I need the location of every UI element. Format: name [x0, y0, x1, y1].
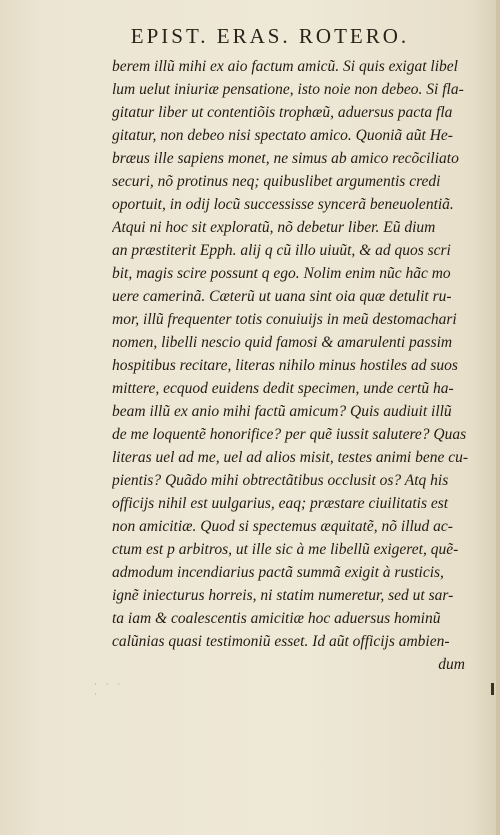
text-line: gitatur, non debeo nisi spectato amico. Quoniã aũt He-: [112, 127, 453, 144]
text-line: admodum incendiarius pactã summã exigit à rusticis,: [112, 564, 444, 581]
text-line: Atqui ni hoc sit exploratũ, nõ debetur liber. Eũ dium: [112, 219, 436, 236]
text-line: ta iam & coalescentis amicitiæ hoc aduersus hominũ: [112, 610, 441, 627]
text-line: literas uel ad me, uel ad alios misit, testes animi bene cu-: [112, 449, 469, 466]
text-line: de me loquentẽ honorifice? per quẽ iussit salutere? Quas: [112, 426, 467, 443]
text-line: bit, magis scire possunt q ego. Nolim enim nũc hãc mo: [112, 265, 451, 282]
text-line: mor, illũ frequenter totis conuiuijs in meũ destomachari: [112, 311, 457, 328]
text-block: [112, 55, 487, 715]
text-line: calũnias quasi testimoniũ esset. Id aũt officijs ambien-: [112, 633, 450, 650]
text-line: hospitibus recitare, literas nihilo minus hostiles ad suos: [112, 357, 458, 374]
text-line: securi, nõ protinus neq; quibuslibet argumentis credi: [112, 173, 441, 190]
text-line: lum uelut iniuriæ pensatione, isto noie non debeo. Si fla-: [112, 81, 464, 98]
margin-mark: [491, 683, 494, 695]
text-line: an præstiterit Epph. alij q cũ illo uiuũt, & ad quos scri: [112, 242, 451, 259]
text-line: nomen, libelli nescio quid famosi & amarulenti passim: [112, 334, 453, 351]
text-line: uere camerinã. Cæterũ ut uana sint oia quæ detulit ru-: [112, 288, 452, 305]
catchword: dum: [438, 656, 465, 673]
text-line: ignẽ iniecturus horreis, ni statim numeretur, sed ut sar-: [112, 587, 454, 604]
text-line: mittere, ecquod euidens dedit specimen, unde certũ ha-: [112, 380, 454, 397]
ink-smudge: · · · ·: [94, 680, 124, 700]
text-line: berem illũ mihi ex aio factum amicũ. Si quis exigat libel: [112, 58, 458, 75]
text-line: ctum est p arbitros, ut ille sic à me libellũ exigeret, quẽ-: [112, 541, 459, 558]
text-line: oportuit, in odij locũ successisse syncerã beneuolentiã.: [112, 196, 454, 213]
text-line: pientis? Quãdo mihi obtrectãtibus occlusit os? Atq his: [112, 472, 449, 489]
running-head: EPIST. ERAS. ROTERO.: [130, 24, 410, 48]
text-line: non amicitiæ. Quod si spectemus æquitatẽ, nõ illud ac-: [112, 518, 453, 535]
text-line: gitatur liber ut contentiõis trophæũ, aduersus pacta fla: [112, 104, 453, 121]
text-line: beam illũ ex anio mihi factũ amicum? Quis audiuit illũ: [112, 403, 452, 420]
text-line: officijs nihil est uulgarius, eaq; præstare ciuilitatis est: [112, 495, 449, 512]
text-line: bræus ille sapiens monet, ne simus ab amico recõciliato: [112, 150, 459, 167]
